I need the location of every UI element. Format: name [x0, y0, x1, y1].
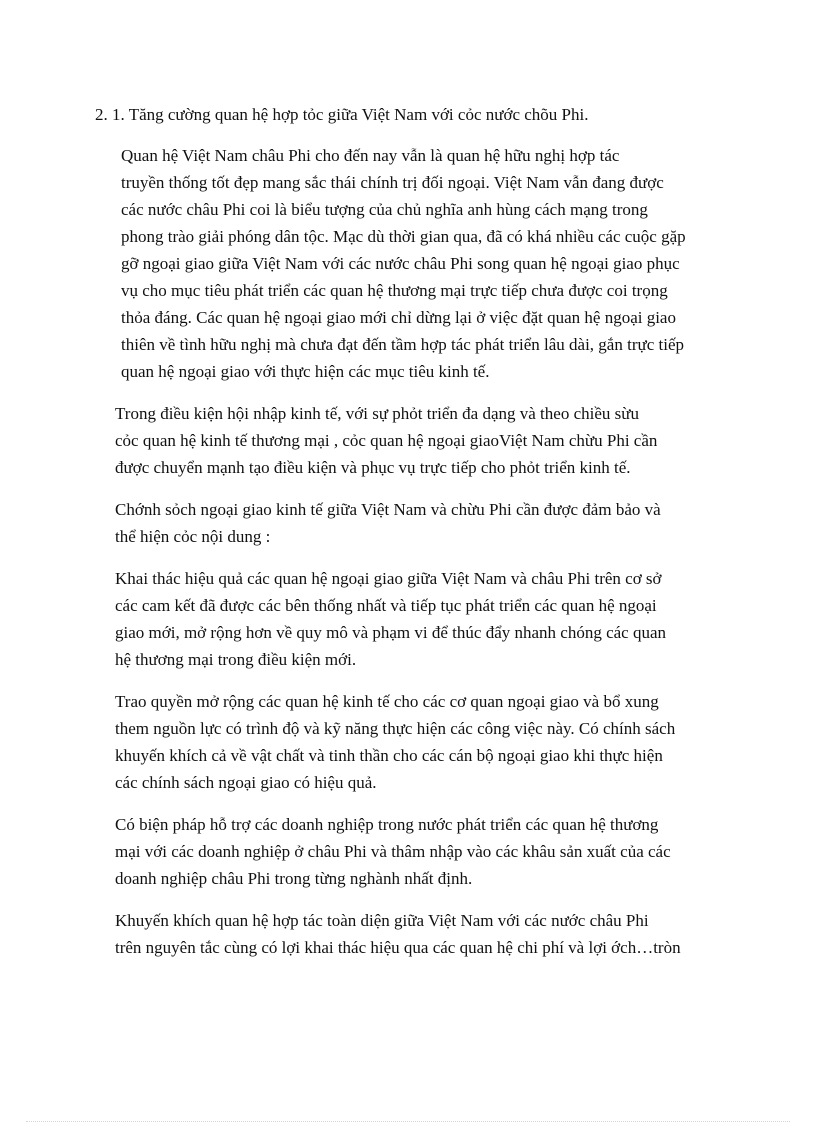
paragraph-line: các cam kết đã được các bên thống nhất và tiếp tục phát triển các quan hệ ngoại [115, 596, 657, 615]
paragraph-line: truyền thống tốt đẹp mang sắc thái chính trị đối ngoại. Việt Nam vẫn đang được [121, 173, 664, 192]
paragraph [95, 142, 720, 385]
paragraph-line: thể hiện cỏc nội dung : [115, 527, 271, 546]
paragraph-line: Khai thác hiệu quả các quan hệ ngoại giao giữa Việt Nam và châu Phi trên cơ sở [115, 569, 662, 588]
paragraph-line: giao mới, mở rộng hơn về quy mô và phạm vi để thúc đẩy nhanh chóng các quan [115, 623, 667, 642]
paragraph-list [95, 142, 720, 961]
paragraph-line: gỡ ngoại giao giữa Việt Nam với các nước châu Phi song quan hệ ngoại giao phục [121, 254, 680, 273]
paragraph-line: cỏc quan hệ kinh tế thương mại , cỏc quan hệ ngoại giaoViệt Nam chừu Phi cần [115, 431, 658, 450]
paragraph-line: các chính sách ngoại giao có hiệu quả. [115, 773, 377, 792]
paragraph-line: thỏa đáng. Các quan hệ ngoại giao mới chỉ dừng lại ở việc đặt quan hệ ngoại giao [121, 308, 676, 327]
paragraph-line: Trao quyền mở rộng các quan hệ kinh tế cho các cơ quan ngoại giao và bổ xung [115, 692, 659, 711]
paragraph [95, 400, 720, 481]
paragraph-line: Trong điều kiện hội nhập kinh tế, với sự phỏt triển đa dạng và theo chiều sừu [115, 404, 639, 423]
paragraph-line: được chuyển mạnh tạo điều kiện và phục vụ trực tiếp cho phỏt triển kinh tế. [115, 458, 631, 477]
paragraph [95, 907, 720, 961]
paragraph [95, 496, 720, 550]
paragraph-line: Có biện pháp hỗ trợ các doanh nghiệp trong nước phát triển các quan hệ thương [115, 815, 659, 834]
paragraph-line: hệ thương mại trong điều kiện mới. [115, 650, 357, 669]
section-heading: 2. 1. Tăng cường quan hệ hợp tỏc giữa Việt Nam với cỏc nước chõu Phi. [95, 105, 589, 124]
paragraph [95, 565, 720, 673]
paragraph [95, 688, 720, 796]
paragraph-line: phong trào giải phóng dân tộc. Mạc dù thời gian qua, đã có khá nhiều các cuộc gặp [121, 227, 686, 246]
paragraph-line: trên nguyên tắc cùng có lợi khai thác hiệu qua các quan hệ chi phí và lợi ớch…tròn [115, 938, 681, 957]
paragraph-line: khuyến khích cả về vật chất và tinh thần cho các cán bộ ngoại giao khi thực hiện [115, 746, 663, 765]
paragraph-line: doanh nghiệp châu Phi trong từng nghành nhất định. [115, 869, 473, 888]
paragraph-line: mại với các doanh nghiệp ở châu Phi và thâm nhập vào các khâu sản xuất của các [115, 842, 671, 861]
paragraph-line: thiên về tình hữu nghị mà chưa đạt đến tầm hợp tác phát triển lâu dài, gắn trực tiếp [121, 335, 684, 354]
paragraph-line: vụ cho mục tiêu phát triển các quan hệ thương mại trực tiếp chưa được coi trọng [121, 281, 668, 300]
paragraph-line: them nguồn lực có trình độ và kỹ năng thực hiện các công việc này. Có chính sách [115, 719, 676, 738]
paragraph-line: Quan hệ Việt Nam châu Phi cho đến nay vẫn là quan hệ hữu nghị hợp tác [121, 146, 620, 165]
paragraph-line: Chớnh sỏch ngoại giao kinh tế giữa Việt Nam và chừu Phi cần được đảm bảo và [115, 500, 661, 519]
document-body [95, 101, 720, 961]
paragraph-line: Khuyến khích quan hệ hợp tác toàn diện giữa Việt Nam với các nước châu Phi [115, 911, 649, 930]
paragraph [95, 811, 720, 892]
paragraph-line: quan hệ ngoại giao với thực hiện các mục tiêu kinh tế. [121, 362, 490, 381]
paragraph-line: các nước châu Phi coi là biểu tượng của chủ nghĩa anh hùng cách mạng trong [121, 200, 648, 219]
page-bottom-rule [26, 1121, 790, 1122]
